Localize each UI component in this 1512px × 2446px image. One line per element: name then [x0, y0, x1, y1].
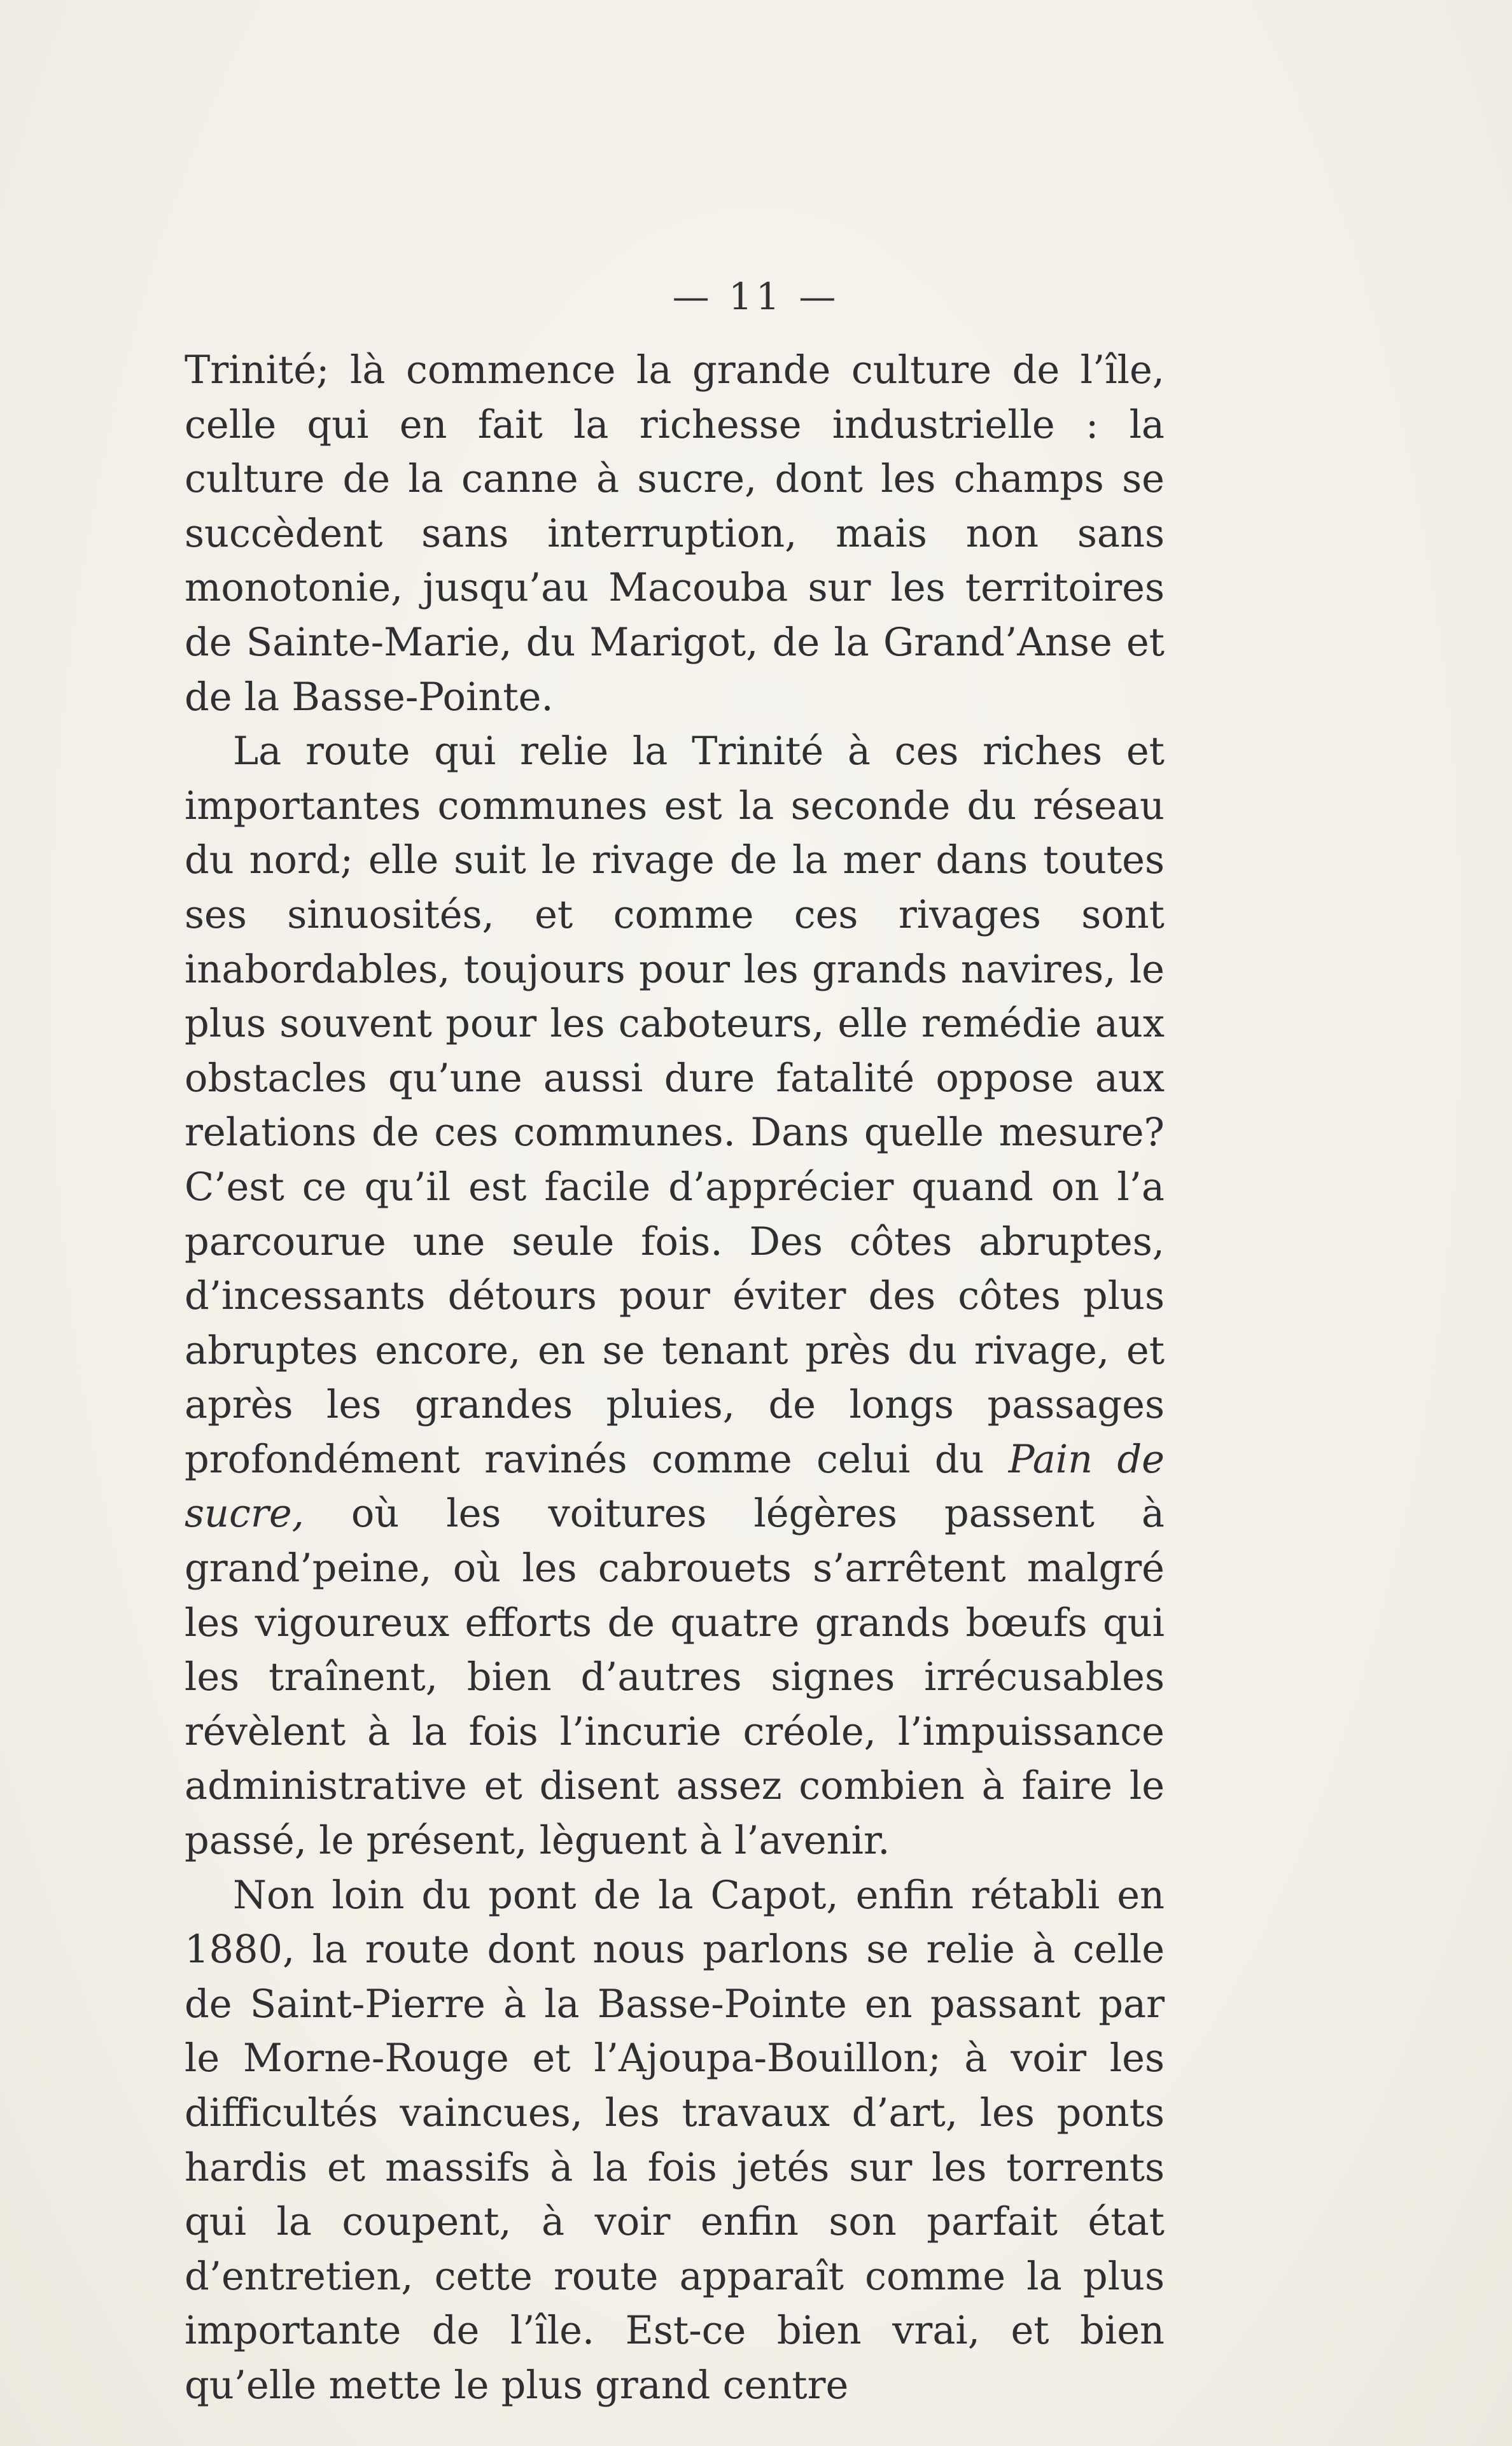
page-number: — 11 — [672, 275, 840, 318]
paragraph-2 [185, 725, 1165, 1868]
paragraph-2-text-before: La route qui relie la Trinité à ces riches et importantes communes est la seconde du réseau du nord; elle suit le rivage de la mer dans toutes ses sinuosités, et comme ces rivages sont inabordables, toujours pour les grands navires, le plus souvent pour les caboteurs, elle remédie aux obstacles qu’une aussi dure fatalité oppose aux relations de ces communes. Dans quelle mesure? C’est ce qu’il est facile d’apprécier quand on l’a parcourue une seule fois. Des côtes abruptes, d’incessants détours pour éviter des côtes plus abruptes encore, en se tenant près du rivage, et après les grandes pluies, de longs passages profondément ravinés comme celui du [185, 729, 1165, 1482]
paragraph-2-italic-phrase: Pain de sucre, [185, 1437, 1165, 1537]
paragraph-3: Non loin du pont de la Capot, enfin rétabli en 1880, la route dont nous parlons se relie à celle de Saint-Pierre à la Basse-Pointe en passant par le Morne-Rouge et l’Ajoupa-Bouillon; à voir les difficultés vaincues, les travaux d’art, les ponts hardis et massifs à la fois jetés sur les torrents qui la coupent, à voir enfin son parfait état d’entretien, cette route apparaît comme la plus importante de l’île. Est-ce bien vrai, et bien qu’elle mette le plus grand centre [185, 1873, 1165, 2408]
body-text [185, 344, 1165, 2414]
paragraph-1: Trinité; là commence la grande culture de l’île, celle qui en fait la richesse industrielle : la culture de la canne à sucre, dont les champs se succèdent sans interruption, mais non sans monotonie, jusqu’au Macouba sur les territoires de Sainte-Marie, du Marigot, de la Grand’Anse et de la Basse-Pointe. [185, 348, 1165, 720]
paragraph-2-text-after: où les voitures légères passent à grand’peine, où les cabrouets s’arrêtent malgré les vigoureux efforts de quatre grands bœufs qui les traînent, bien d’autres signes irrécusables révèlent à la fois l’incurie créole, l’impuissance administrative et disent assez combien à faire le passé, le présent, lèguent à l’avenir. [185, 1492, 1165, 1864]
